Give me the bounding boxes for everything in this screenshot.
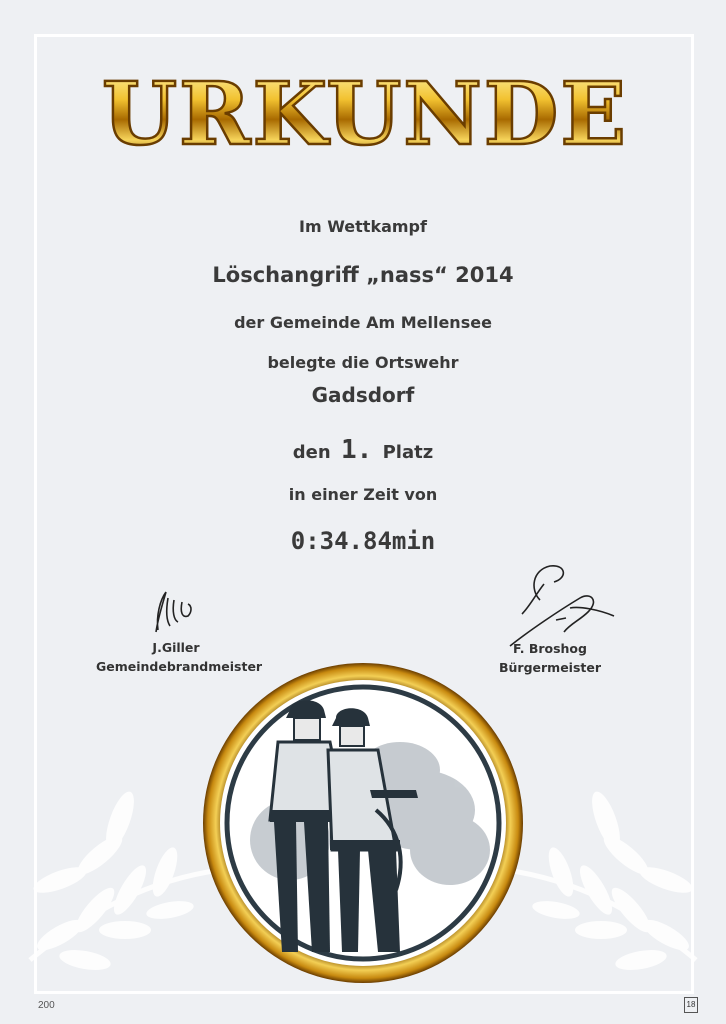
place-number: 1. bbox=[341, 435, 373, 465]
competition-intro: Im Wettkampf bbox=[299, 217, 427, 236]
signatory-name-right: F. Broshog bbox=[513, 641, 587, 656]
place-prefix: den bbox=[292, 442, 331, 463]
time-result: 0:34.84min bbox=[290, 527, 436, 555]
place-line bbox=[0, 435, 726, 465]
placed-by-text: belegte die Ortswehr bbox=[267, 353, 459, 372]
signatory-role-left: Gemeindebrandmeister bbox=[96, 659, 263, 674]
handwritten-signature-left bbox=[96, 588, 256, 648]
svg-text:URKUNDE: URKUNDE bbox=[102, 66, 628, 165]
firefighters-emblem bbox=[200, 660, 526, 986]
place-suffix: Platz bbox=[382, 442, 434, 463]
signatory-name-left: J.Giller bbox=[152, 640, 200, 655]
municipality-text: der Gemeinde Am Mellensee bbox=[234, 313, 492, 332]
corner-mark: 18 bbox=[684, 997, 698, 1013]
time-intro: in einer Zeit von bbox=[288, 485, 438, 504]
certificate-title bbox=[70, 66, 660, 166]
competition-name: Löschangriff „nass“ 2014 bbox=[212, 263, 514, 287]
page-number: 200 bbox=[38, 1000, 55, 1011]
signatory-role-right: Bürgermeister bbox=[498, 660, 602, 675]
team-name: Gadsdorf bbox=[311, 383, 415, 407]
